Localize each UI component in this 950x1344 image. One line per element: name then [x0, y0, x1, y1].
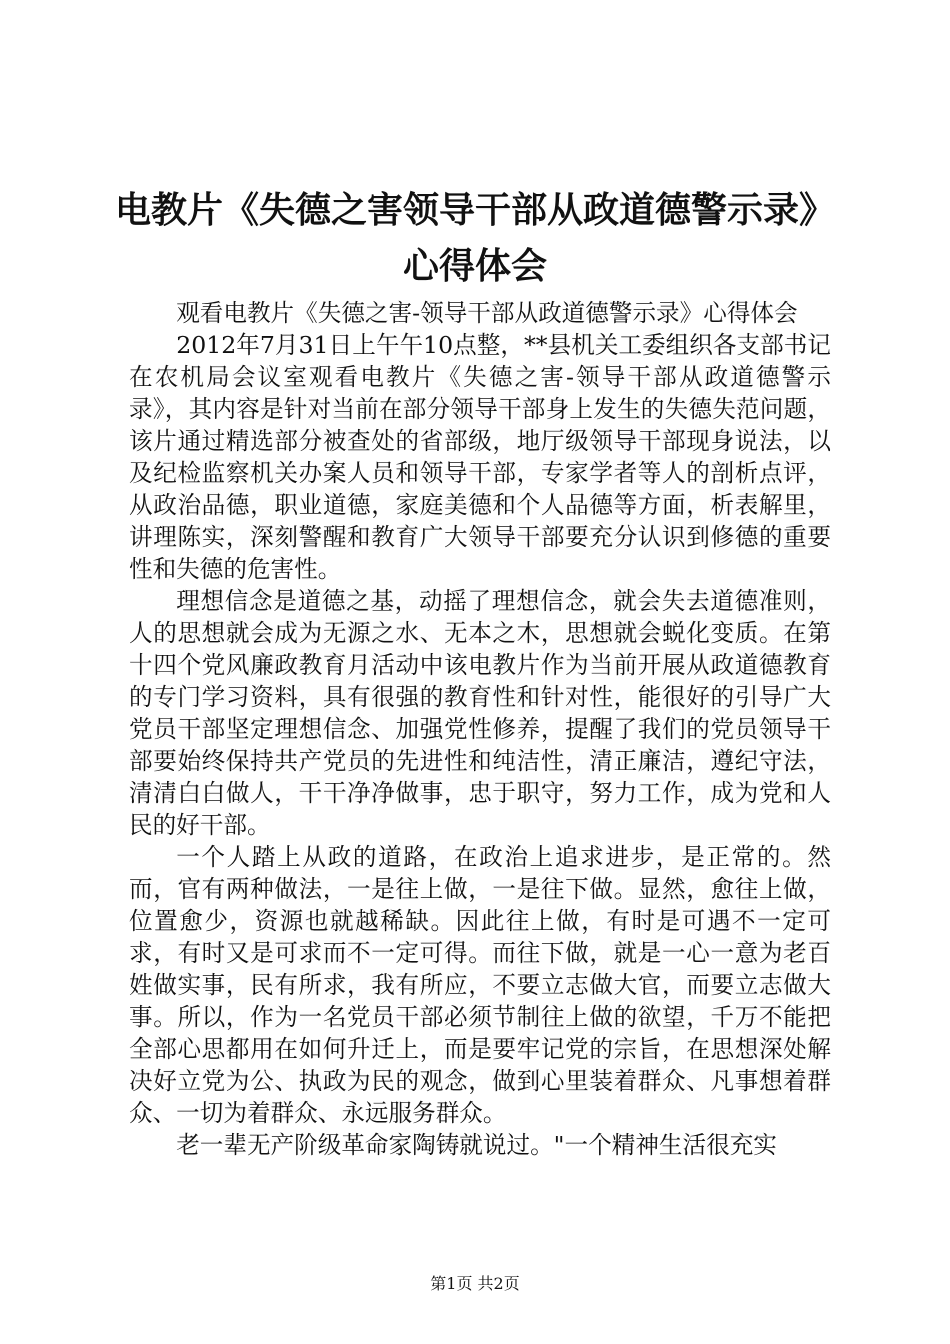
paragraph-subtitle: 观看电教片《失德之害-领导干部从政道德警示录》心得体会	[176, 299, 798, 327]
paragraph-1: 2012年7月31日上午午10点整，**县机关工委组织各支部书记在农机局会议室观看电教片《失德之害-领导干部从政道德警示录》，其内容是针对当前在部分领导干部身上发生的失德失范问题，该片通过精选部分被查处的省部级，地厅级领导干部现身说法，以及纪检监察机关办案人员和领导干部，专家学者等人的剖析点评，从政治品德，职业道德，家庭美德和个人品德等方面，析表解里，讲理陈实，深刻警醒和教育广大领导干部要充分认识到修德的重要性和失德的危害性。	[129, 331, 831, 583]
paragraph-2: 理想信念是道德之基，动摇了理想信念，就会失去道德准则，人的思想就会成为无源之水、无本之木，思想就会蜕化变质。在第十四个党风廉政教育月活动中该电教片作为当前开展从政道德教育的专门学习资料，具有很强的教育性和针对性，能很好的引导广大党员干部坚定理想信念、加强党性修养，提醒了我们的党员领导干部要始终保持共产党员的先进性和纯洁性，清正廉洁，遵纪守法，清清白白做人，干干净净做事，忠于职守，努力工作，成为党和人民的好干部。	[129, 587, 831, 839]
document-title-line-1: 电教片《失德之害领导干部从政道德警示录》	[114, 190, 835, 231]
paragraph-3: 一个人踏上从政的道路，在政治上追求进步，是正常的。然而，官有两种做法，一是往上做，一是往下做。显然，愈往上做，位置愈少，资源也就越稀缺。因此往上做，有时是可遇不一定可求，有时又是可求而不一定可得。而往下做，就是一心一意为老百姓做实事，民有所求，我有所应，不要立志做大官，而要立志做大事。所以，作为一名党员干部必须节制往上做的欲望，千万不能把全部心思都用在如何升迁上，而是要牢记党的宗旨，在思想深处解决好立党为公、执政为民的观念，做到心里装着群众、凡事想着群众、一切为着群众、永远服务群众。	[129, 843, 831, 1127]
paragraph-4: 老一辈无产阶级革命家陶铸就说过。"一个精神生活很充实	[176, 1131, 777, 1159]
document-title-line-2: 心得体会	[402, 246, 547, 287]
document-body	[129, 297, 831, 1161]
page-footer: 第1页 共2页	[430, 1274, 520, 1293]
